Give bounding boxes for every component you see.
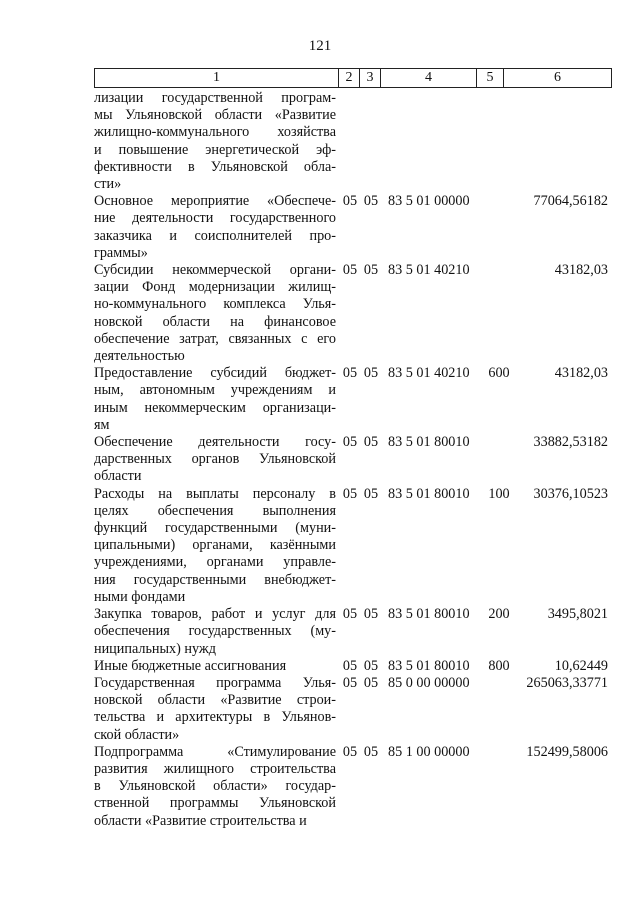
subsection-code xyxy=(360,90,382,193)
target-article-code: 83 5 01 80010 xyxy=(388,485,470,502)
description-line: лизации государственной програм- xyxy=(94,90,336,106)
description-line: обеспечение затрат, связанных с его xyxy=(94,330,336,347)
amount: 152499,58006 xyxy=(526,743,608,760)
section-code: 05 xyxy=(342,657,358,674)
row-description xyxy=(94,365,336,434)
page-number: 121 xyxy=(308,38,332,54)
description-line: функций государственными (муни- xyxy=(94,520,336,537)
description-line: ние деятельности государственного xyxy=(94,210,336,227)
description-line: ниципальных) нужд xyxy=(94,640,216,657)
description-line: области «Развитие строительства и xyxy=(94,812,307,829)
section-code: 05 xyxy=(342,365,358,382)
description-line: Обеспечение деятельности госу- xyxy=(94,434,336,451)
table-row xyxy=(94,90,614,193)
description-line: и повышение энергетической эф- xyxy=(94,141,336,158)
subsection-code: 05 xyxy=(363,485,379,502)
target-article-code: 83 5 01 00000 xyxy=(388,193,470,210)
description-line: ям xyxy=(94,416,110,433)
description-line: Государственная программа Улья- xyxy=(94,674,336,691)
row-description xyxy=(94,675,336,744)
target-article-code: 83 5 01 40210 xyxy=(388,365,470,382)
description-line: Расходы на выплаты персоналу в xyxy=(94,485,336,502)
header-col-2: 2 xyxy=(339,69,360,88)
amount: 30376,10523 xyxy=(533,485,608,502)
table-row xyxy=(94,658,614,675)
description-line: развития жилищного строительства xyxy=(94,760,336,777)
subsection-code: 05 xyxy=(363,193,379,210)
description-line: Иные бюджетные ассигнования xyxy=(94,657,287,674)
description-line: жилищно-коммунального хозяйства xyxy=(94,124,336,141)
row-description xyxy=(94,193,336,262)
subsection-code: 05 xyxy=(363,674,379,691)
column-header-table xyxy=(94,68,612,88)
section-code: 05 xyxy=(342,606,358,623)
description-line: ципальными) органами, казёнными xyxy=(94,537,336,554)
description-line: ственной программы Ульяновской xyxy=(94,795,336,812)
table-row xyxy=(94,606,614,658)
header-col-5: 5 xyxy=(477,69,504,88)
description-line: ным, автономным учреждениям и xyxy=(94,382,336,399)
expense-type-code: 200 xyxy=(488,606,510,623)
table-row xyxy=(94,365,614,434)
section-code: 05 xyxy=(342,674,358,691)
table-row xyxy=(94,193,614,262)
table-row xyxy=(94,486,614,606)
description-line: но-коммунального комплекса Улья- xyxy=(94,296,336,313)
target-article-code: 83 5 01 80010 xyxy=(388,606,470,623)
description-line: Подпрограмма «Стимулирование xyxy=(94,743,336,760)
description-line: области xyxy=(94,468,142,485)
description-line: фективности в Ульяновской обла- xyxy=(94,158,336,175)
description-line: Закупка товаров, работ и услуг для xyxy=(94,606,336,623)
expense-type-code: 800 xyxy=(488,657,510,674)
expense-type-code xyxy=(486,262,512,365)
subsection-code: 05 xyxy=(363,743,379,760)
target-article-code: 83 5 01 40210 xyxy=(388,262,470,279)
subsection-code: 05 xyxy=(363,434,379,451)
subsection-code: 05 xyxy=(363,365,379,382)
subsection-code: 05 xyxy=(363,657,379,674)
row-description xyxy=(94,434,336,486)
section-code: 05 xyxy=(342,193,358,210)
description-line: тельства и архитектуры в Ульянов- xyxy=(94,709,336,726)
expense-type-code xyxy=(486,675,512,744)
amount: 265063,33771 xyxy=(526,674,608,691)
expense-type-code xyxy=(486,434,512,486)
description-line: ния государственными внебюджет- xyxy=(94,571,336,588)
expense-type-code xyxy=(486,90,512,193)
table-row xyxy=(94,262,614,365)
budget-table-body xyxy=(94,90,614,830)
target-article-code: 85 1 00 00000 xyxy=(388,743,470,760)
description-line: дарственных органов Ульяновской xyxy=(94,451,336,468)
row-description xyxy=(94,658,336,675)
description-line: зации Фонд модернизации жилищ- xyxy=(94,279,336,296)
table-row xyxy=(94,675,614,744)
description-line: целях обеспечения выполнения xyxy=(94,502,336,519)
description-line: новской области «Развитие строи- xyxy=(94,692,336,709)
description-line: сти» xyxy=(94,176,122,193)
description-line: учреждениями, органами управле- xyxy=(94,554,336,571)
description-line: Основное мероприятие «Обеспече- xyxy=(94,193,336,210)
description-line: ными фондами xyxy=(94,588,186,605)
amount: 77064,56182 xyxy=(533,193,608,210)
amount: 43182,03 xyxy=(554,262,608,279)
table-row xyxy=(94,744,614,830)
description-line: заказчика и соисполнителей про- xyxy=(94,227,336,244)
target-article-code: 85 0 00 00000 xyxy=(388,674,470,691)
section-code xyxy=(336,90,360,193)
target-article-code: 83 5 01 80010 xyxy=(388,657,470,674)
amount: 3495,8021 xyxy=(547,606,608,623)
description-line: граммы» xyxy=(94,244,148,261)
expense-type-code xyxy=(486,744,512,830)
amount: 10,62449 xyxy=(554,657,608,674)
description-line: деятельностью xyxy=(94,348,185,365)
expense-type-code: 100 xyxy=(488,485,510,502)
row-description xyxy=(94,262,336,365)
section-code: 05 xyxy=(342,743,358,760)
description-line: Предоставление субсидий бюджет- xyxy=(94,365,336,382)
header-col-6: 6 xyxy=(504,69,612,88)
description-line: в Ульяновской области» государ- xyxy=(94,778,336,795)
section-code: 05 xyxy=(342,485,358,502)
description-line: иным некоммерческим организаци- xyxy=(94,399,336,416)
description-line: мы Ульяновской области «Развитие xyxy=(94,107,336,124)
target-article-code: 83 5 01 80010 xyxy=(388,434,470,451)
amount: 33882,53182 xyxy=(533,434,608,451)
section-code: 05 xyxy=(342,434,358,451)
expense-type-code xyxy=(486,193,512,262)
table-row xyxy=(94,434,614,486)
expense-type-code: 600 xyxy=(488,365,510,382)
section-code: 05 xyxy=(342,262,358,279)
amount xyxy=(512,90,614,193)
row-description xyxy=(94,606,336,658)
row-description xyxy=(94,744,336,830)
subsection-code: 05 xyxy=(363,606,379,623)
row-description xyxy=(94,90,336,193)
target-article-code xyxy=(382,90,486,193)
amount: 43182,03 xyxy=(554,365,608,382)
header-col-4: 4 xyxy=(381,69,477,88)
description-line: обеспечения государственных (му- xyxy=(94,623,336,640)
description-line: ской области» xyxy=(94,726,180,743)
description-line: Субсидии некоммерческой органи- xyxy=(94,262,336,279)
header-col-3: 3 xyxy=(360,69,381,88)
header-col-1: 1 xyxy=(95,69,339,88)
subsection-code: 05 xyxy=(363,262,379,279)
description-line: новской области на финансовое xyxy=(94,313,336,330)
row-description xyxy=(94,486,336,606)
